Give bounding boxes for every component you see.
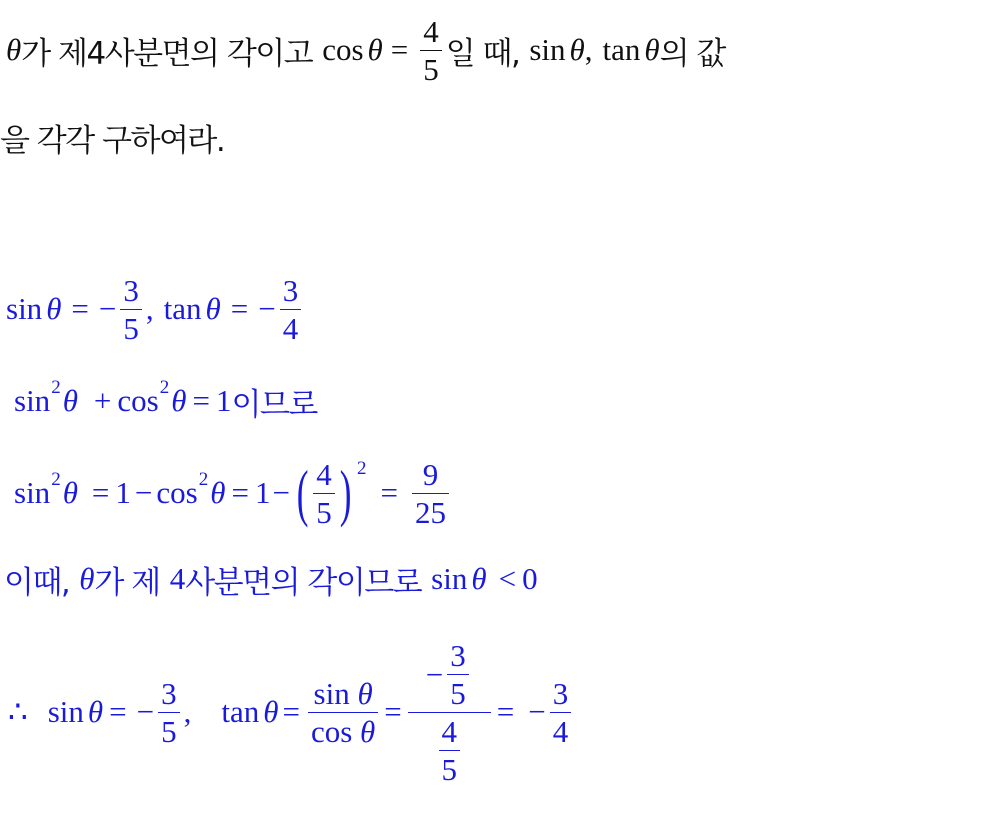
cos-function: cos [322,32,364,67]
sin-function: sin [6,291,43,326]
minus-sign: − [134,475,153,510]
theta-symbol: θ [62,475,78,510]
question-text-2: 일 때, [445,35,520,72]
right-parenthesis: ) [339,457,352,528]
numerator: 3 [450,637,466,673]
numerator: 3 [123,272,139,308]
solution-step-2 [0,448,453,538]
complex-fraction [408,637,491,787]
theta-symbol: θ [62,383,78,418]
theta-symbol: θ [263,694,279,729]
solution-text: 이므로 [231,386,317,423]
number-one: 1 [115,475,131,510]
solution-text: 사분면의 각이므로 [185,564,422,601]
minus-sign: − [272,475,290,510]
sin-function: sin [47,694,84,729]
solution-step-3 [0,556,538,602]
theta-symbol: θ [205,291,221,326]
denominator [308,713,378,747]
solution-text: 가 제 [94,564,160,601]
equals-sign: = [109,694,127,729]
number-zero: 0 [522,561,538,596]
tan-function: tan [602,32,641,67]
question-text-1: 가 제4사분면의 각이고 [21,35,313,72]
exponent: 2 [51,469,61,490]
theta-symbol: θ [360,713,376,749]
equals-sign: = [390,32,409,67]
equals-sign: = [230,291,249,326]
numerator: 4 [316,456,332,492]
denominator: 4 [552,713,569,749]
therefore-symbol: ∴ [8,694,28,729]
cos-function: cos [156,475,198,510]
question-text-4: 을 각각 구하여라. [0,122,225,159]
left-parenthesis: ( [296,457,309,528]
theta-symbol: θ [210,475,226,510]
equals-sign: = [71,291,89,326]
numerator: 3 [282,272,299,308]
solution-step-1 [0,378,317,424]
comma: , [183,694,192,729]
fraction-sin-answer [120,272,142,346]
sin-function: sin [313,675,350,711]
equals-sign: = [231,475,249,510]
fraction-nine-over-twentyfive [412,456,449,530]
exponent: 2 [357,458,367,479]
theta-symbol: θ [569,32,585,67]
minus-sign: − [528,694,546,729]
exponent: 2 [198,469,209,490]
numerator: 3 [552,675,569,711]
cos-function: cos [310,713,353,749]
equals-sign: = [282,694,300,729]
denominator: 5 [123,310,139,346]
fraction-four-fifths [439,713,461,787]
sin-function: sin [529,32,566,67]
equals-sign: = [380,475,399,510]
answer-line [0,268,305,350]
denominator: 5 [423,51,439,87]
fraction-four-fifths [313,456,335,530]
numerator: 4 [423,13,439,49]
theta-symbol: θ [87,694,104,729]
numerator [311,675,376,712]
minus-sign: − [258,291,276,326]
numerator: 3 [161,675,177,711]
fraction-sin-result [158,675,180,749]
sin-function: sin [431,561,468,596]
number-four: 4 [169,561,186,596]
solution-text: 이때, [4,564,70,601]
theta-symbol: θ [357,675,373,711]
numerator: 4 [441,713,457,749]
equals-sign: = [91,475,110,510]
denominator: 25 [415,494,447,530]
plus-sign: + [93,383,112,418]
minus-sign: − [136,694,155,729]
less-than-sign: < [498,561,517,596]
minus-sign: − [425,656,444,692]
theta-symbol: θ [171,383,187,418]
number-one: 1 [215,383,232,418]
numerator [408,637,491,712]
tan-function: tan [221,694,260,729]
theta-symbol: θ [367,32,383,67]
question-line-1 [0,6,725,94]
exponent: 2 [51,377,61,398]
theta-symbol: θ [644,32,660,67]
number-one: 1 [254,475,271,510]
equals-sign: = [496,694,515,729]
tan-function: tan [163,291,202,326]
question-text-3: 의 값 [659,35,725,72]
denominator: 5 [316,494,332,530]
theta-symbol: θ [79,561,95,596]
minus-sign: − [98,291,117,326]
question-line-2 [0,114,224,160]
solution-step-4 [0,620,575,804]
cos-function: cos [117,383,159,418]
denominator: 4 [282,310,299,346]
theta-symbol: θ [6,32,22,67]
comma: , [584,32,593,67]
equals-sign: = [192,383,210,418]
denominator: 5 [441,751,457,787]
denominator: 5 [450,675,466,711]
sin-function: sin [14,383,51,418]
fraction-tan-answer [280,272,302,346]
fraction-three-fifths [447,637,469,711]
theta-symbol: θ [46,291,62,326]
theta-symbol: θ [471,561,487,596]
fraction-cos-value [420,13,442,87]
sin-function: sin [14,475,51,510]
denominator: 5 [161,713,177,749]
fraction-tan-result [550,675,572,749]
equals-sign: = [384,694,402,729]
denominator [432,713,468,785]
exponent: 2 [159,377,170,398]
fraction-sin-over-cos [308,675,378,749]
numerator: 9 [422,456,439,492]
comma: , [145,291,154,326]
